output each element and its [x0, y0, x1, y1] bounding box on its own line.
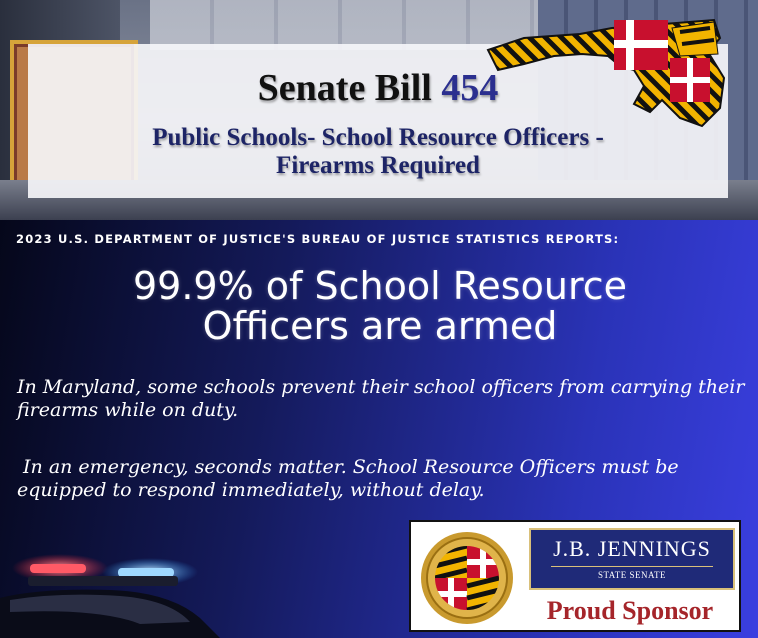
bill-subtitle-line-2: Firearms Required	[276, 152, 480, 179]
paragraph-emergency: In an emergency, seconds matter. School Resource Officers must be equipped to respond immediately, without delay.	[17, 456, 685, 501]
bill-subtitle	[48, 124, 708, 180]
paragraph-maryland: In Maryland, some schools prevent their school officers from carrying their firearms while on duty.	[17, 376, 745, 421]
proud-sponsor-label: Proud Sponsor	[546, 596, 714, 625]
sponsor-office: STATE SENATE	[597, 570, 667, 580]
maryland-flag-seal-icon	[419, 530, 515, 626]
maryland-flag-map-icon	[484, 8, 734, 130]
sponsor-badge	[409, 520, 741, 632]
bill-subtitle-line-1: Public Schools- School Resource Officers -	[152, 124, 604, 151]
statistic-line-2: Officers are armed	[202, 304, 558, 348]
sponsor-nameplate	[529, 528, 735, 590]
source-line: 2023 U.S. DEPARTMENT OF JUSTICE'S BUREAU OF JUSTICE STATISTICS REPORTS:	[16, 232, 620, 246]
police-car-icon	[0, 548, 230, 638]
bill-title-prefix: Senate Bill	[257, 67, 432, 109]
bill-number: 454	[441, 67, 499, 109]
sponsor-name: J.B. JENNINGS	[553, 536, 711, 561]
nameplate-divider	[551, 566, 713, 567]
statistic-line-1: 99.9% of School Resource	[133, 264, 627, 308]
headline-statistic	[60, 266, 700, 346]
